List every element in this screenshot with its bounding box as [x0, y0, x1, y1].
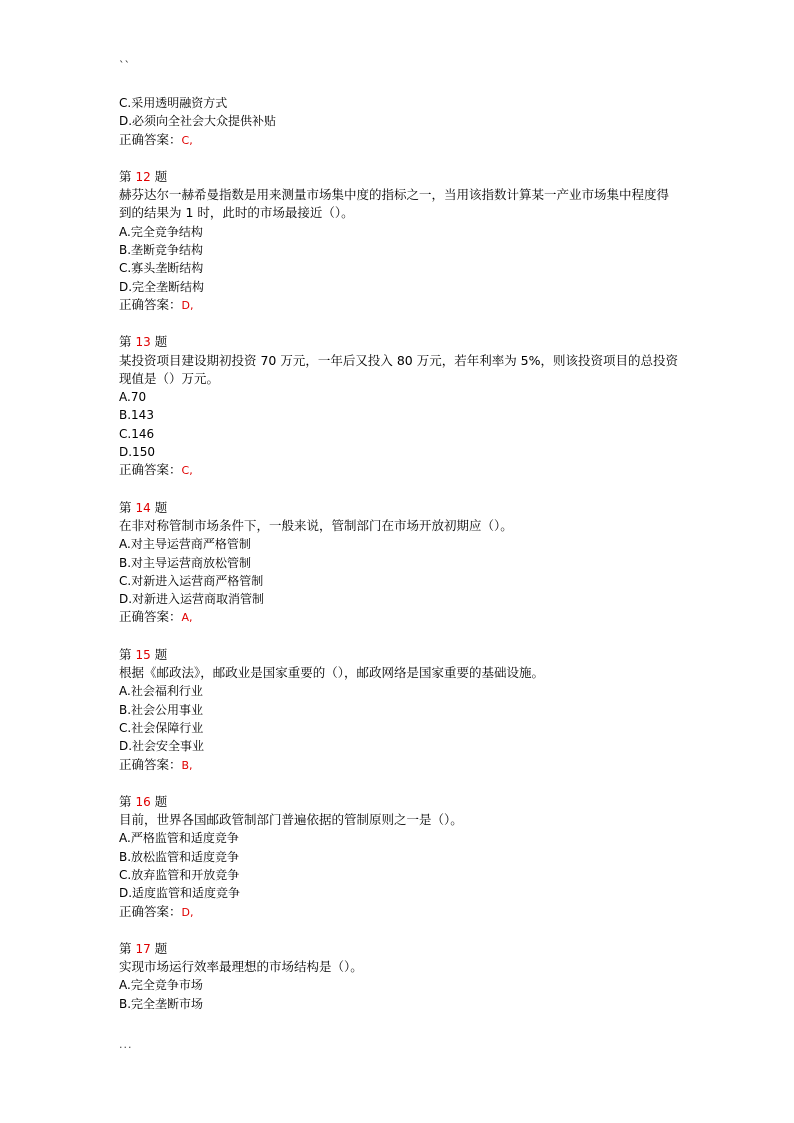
question-prefix: 第	[119, 168, 136, 184]
question-heading	[119, 168, 719, 186]
question-number: 15	[135, 647, 151, 662]
question-number: 14	[135, 500, 151, 515]
question-stem: 实现市场运行效率最理想的市场结构是（）。	[119, 959, 363, 975]
answer-label: 正确答案：	[119, 462, 182, 478]
option-d: D.完全垄断结构	[119, 279, 205, 294]
option-b: B.对主导运营商放松管制	[119, 555, 252, 570]
option-c: C.社会保障行业	[119, 720, 204, 735]
question-prefix: 第	[119, 499, 136, 515]
option-b: B.放松监管和适度竞争	[119, 849, 240, 864]
question-number: 17	[135, 941, 151, 956]
answer-value: C,	[181, 133, 193, 147]
question-17	[119, 940, 719, 1013]
option-b: B.完全垄断市场	[119, 996, 204, 1011]
option-a: A.严格监管和适度竞争	[119, 831, 239, 846]
intro-block	[119, 94, 719, 150]
question-heading	[119, 940, 719, 958]
answer-line	[119, 461, 719, 480]
option-d: D.社会安全事业	[119, 739, 205, 754]
question-prefix: 第	[119, 334, 136, 350]
option: D.必须向全社会大众提供补贴	[119, 114, 277, 129]
option-a: A.70	[119, 390, 147, 405]
option-c: C.放弃监管和开放竞争	[119, 867, 240, 882]
question-heading	[119, 646, 719, 664]
answer-value: D,	[181, 298, 194, 312]
question-heading	[119, 333, 719, 351]
answer-value: A,	[181, 611, 193, 625]
option-c: C.对新进入运营商严格管制	[119, 573, 264, 588]
question-number: 13	[135, 335, 151, 350]
option-c: C.146	[119, 426, 155, 441]
question-prefix: 第	[119, 793, 136, 809]
header-mark: ``	[119, 59, 130, 72]
answer-line	[119, 756, 719, 775]
answer-label: 正确答案：	[119, 756, 182, 772]
option-a: A.完全竞争市场	[119, 978, 203, 993]
option-c: C.寡头垄断结构	[119, 261, 204, 276]
document-page	[119, 60, 719, 1013]
question-suffix: 题	[150, 793, 168, 809]
question-stem: 在非对称管制市场条件下，一般来说，管制部门在市场开放初期应（）。	[119, 517, 513, 533]
answer-line	[119, 608, 719, 627]
answer-value: C,	[181, 464, 193, 478]
question-15	[119, 646, 719, 775]
option-a: A.对主导运营商严格管制	[119, 537, 251, 552]
option-b: B.社会公用事业	[119, 702, 204, 717]
question-12	[119, 168, 719, 315]
answer-value: B,	[181, 758, 193, 772]
answer-label: 正确答案：	[119, 903, 182, 919]
answer-line	[119, 296, 719, 315]
answer-value: D,	[181, 905, 194, 919]
question-prefix: 第	[119, 646, 136, 662]
option-d: D.150	[119, 445, 155, 460]
question-suffix: 题	[150, 168, 168, 184]
question-14	[119, 499, 719, 628]
question-prefix: 第	[119, 940, 136, 956]
footer-mark: ...	[119, 1038, 133, 1051]
question-suffix: 题	[150, 334, 168, 350]
question-suffix: 题	[150, 940, 168, 956]
question-number: 16	[135, 794, 151, 809]
answer-line	[119, 903, 719, 922]
question-stem: 根据《邮政法》，邮政业是国家重要的（），邮政网络是国家重要的基础设施。	[119, 665, 545, 681]
question-suffix: 题	[150, 646, 168, 662]
option-b: B.垄断竞争结构	[119, 243, 204, 258]
question-16	[119, 793, 719, 922]
option: C.采用透明融资方式	[119, 96, 228, 110]
option-d: D.对新进入运营商取消管制	[119, 592, 265, 607]
question-stem: 某投资项目建设期初投资 70 万元，一年后又投入 80 万元，若年利率为 5%，则该投资项目的总投资现值是（）万元。	[119, 352, 679, 386]
answer-line	[119, 131, 719, 150]
option-d: D.适度监管和适度竞争	[119, 886, 241, 901]
question-stem: 赫芬达尔一赫希曼指数是用来测量市场集中度的指标之一，当用该指数计算某一产业市场集中程度得到的结果为 1 时，此时的市场最接近（）。	[119, 187, 670, 221]
question-13	[119, 333, 719, 480]
question-stem: 目前，世界各国邮政管制部门普遍依据的管制原则之一是（）。	[119, 812, 463, 828]
question-heading	[119, 793, 719, 811]
option-a: A.社会福利行业	[119, 684, 203, 699]
answer-label: 正确答案：	[119, 131, 182, 147]
question-suffix: 题	[150, 499, 168, 515]
question-number: 12	[135, 169, 151, 184]
question-heading	[119, 499, 719, 517]
option-a: A.完全竞争结构	[119, 224, 203, 239]
answer-label: 正确答案：	[119, 609, 182, 625]
answer-label: 正确答案：	[119, 296, 182, 312]
option-b: B.143	[119, 408, 154, 423]
